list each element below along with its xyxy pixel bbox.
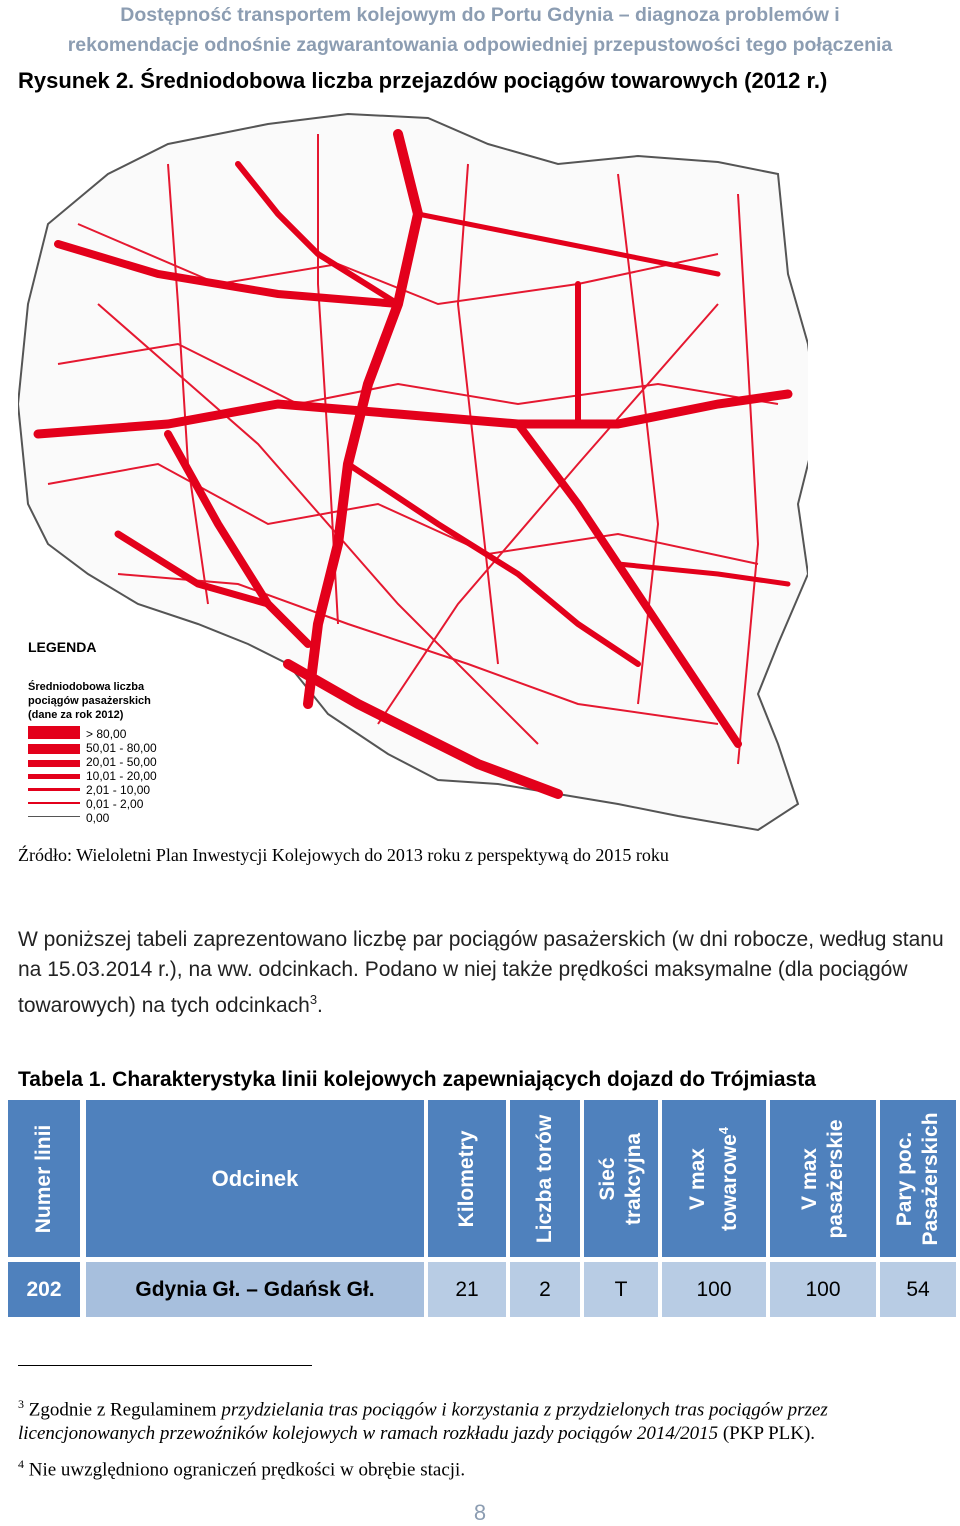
footnote-3-number: 3 (18, 1397, 24, 1411)
header-siec-line2: trakcyjna (622, 1132, 645, 1225)
legend-swatch-4 (28, 774, 80, 779)
legend-item-6: 0,01 - 2,00 (86, 797, 144, 811)
footnote-ref-3: 3 (309, 992, 318, 1007)
header-siec-trakcyjna (584, 1100, 658, 1257)
figure-source: Źródło: Wieloletni Plan Inwestycji Kolejowych do 2013 roku z perspektywą do 2015 roku (18, 845, 669, 865)
header-numer-linii: Numer linii (8, 1100, 80, 1257)
header-pary-line2: Pasażerskich (919, 1111, 942, 1246)
footnote-3 (18, 1392, 948, 1446)
footnote-4-number: 4 (18, 1457, 24, 1471)
cell-vmax-pas: 100 (770, 1262, 876, 1317)
paragraph-end: . (317, 994, 323, 1017)
footnote-3-part-a: Zgodnie z Regulaminem (28, 1399, 222, 1421)
legend-swatch-5 (28, 788, 80, 791)
header-kilometry: Kilometry (428, 1100, 506, 1257)
legend-swatch-2 (28, 744, 80, 754)
legend-item-7: 0,00 (86, 811, 110, 825)
poland-rail-map (18, 104, 808, 834)
footnote-4 (18, 1452, 948, 1482)
footnote-3-part-b: przydzielania tras pociągów i korzystania z przydzielonych tras pociągów przez licencjonowanych przewoźników kolejowych w ramach rozkładu jazdy pociągów 2014/2015 (18, 1399, 828, 1445)
legend-swatch-6 (28, 802, 80, 804)
page-number: 8 (473, 1500, 487, 1525)
header-vmax-towarowe (662, 1100, 766, 1257)
footnote-separator (18, 1365, 312, 1366)
header-line-2: rekomendacje odnośnie zagwarantowania odpowiedniej przepustowości tego połączenia (67, 34, 893, 56)
header-vmax-tow-line1: V max (686, 1147, 709, 1210)
header-vmax-pas-line2: pasażerskie (824, 1118, 847, 1239)
legend-item-4: 10,01 - 20,00 (86, 769, 157, 783)
legend-subtitle-1: Średniodobowa liczba (28, 681, 145, 693)
legend-heading: LEGENDA (28, 639, 97, 655)
header-liczba-torow: Liczba torów (510, 1100, 580, 1257)
railway-map (18, 104, 808, 834)
cell-vmax-tow: 100 (662, 1262, 766, 1317)
header-pary-pasazerskich (880, 1100, 956, 1257)
body-paragraph (18, 925, 948, 1021)
header-vmax-tow-sup: 4 (716, 1126, 731, 1134)
map-legend (28, 639, 157, 825)
header-vmax-pas-line1: V max (798, 1147, 821, 1210)
cell-siec: T (584, 1262, 658, 1317)
header-pary-line1: Pary poc. (893, 1131, 916, 1226)
legend-item-1: > 80,00 (86, 727, 127, 741)
legend-swatch-1 (28, 726, 80, 739)
legend-item-2: 50,01 - 80,00 (86, 741, 157, 755)
cell-numer-linii: 202 (8, 1262, 80, 1317)
legend-swatch-3 (28, 760, 80, 767)
table-title: Tabela 1. Charakterystyka linii kolejowych zapewniających dojazd do Trójmiasta (18, 1068, 816, 1091)
footnote-4-text: Nie uwzględniono ograniczeń prędkości w obrębie stacji. (28, 1459, 466, 1481)
legend-subtitle-3: (dane za rok 2012) (28, 709, 124, 721)
legend-subtitle-2: pociągów pasażerskich (28, 695, 151, 707)
legend-item-3: 20,01 - 50,00 (86, 755, 157, 769)
paragraph-text: W poniższej tabeli zaprezentowano liczbę par pociągów pasażerskich (w dni robocze, według stanu na 15.03.2014 r.), na ww. odcinkach. Podano w niej także prędkości maksymalne (dla pociągów towarowych) na tych odcinkach (18, 928, 944, 1017)
legend-swatch-7 (28, 816, 80, 817)
document-header (0, 0, 960, 60)
cell-odcinek: Gdynia Gł. – Gdańsk Gł. (86, 1262, 424, 1317)
figure-title: Rysunek 2. Średniodobowa liczba przejazdów pociągów towarowych (2012 r.) (18, 68, 828, 93)
header-vmax-tow-line2: towarowe (718, 1133, 741, 1231)
header-vmax-pasazerskie (770, 1100, 876, 1257)
header-odcinek: Odcinek (86, 1100, 424, 1257)
cell-kilometry: 21 (428, 1262, 506, 1317)
cell-pary: 54 (880, 1262, 956, 1317)
footnote-3-part-c: (PKP PLK). (718, 1423, 816, 1445)
header-siec-line1: Sieć (596, 1156, 619, 1201)
cell-liczba-torow: 2 (510, 1262, 580, 1317)
header-line-1: Dostępność transportem kolejowym do Portu Gdynia – diagnoza problemów i (120, 4, 840, 26)
legend-item-5: 2,01 - 10,00 (86, 783, 151, 797)
